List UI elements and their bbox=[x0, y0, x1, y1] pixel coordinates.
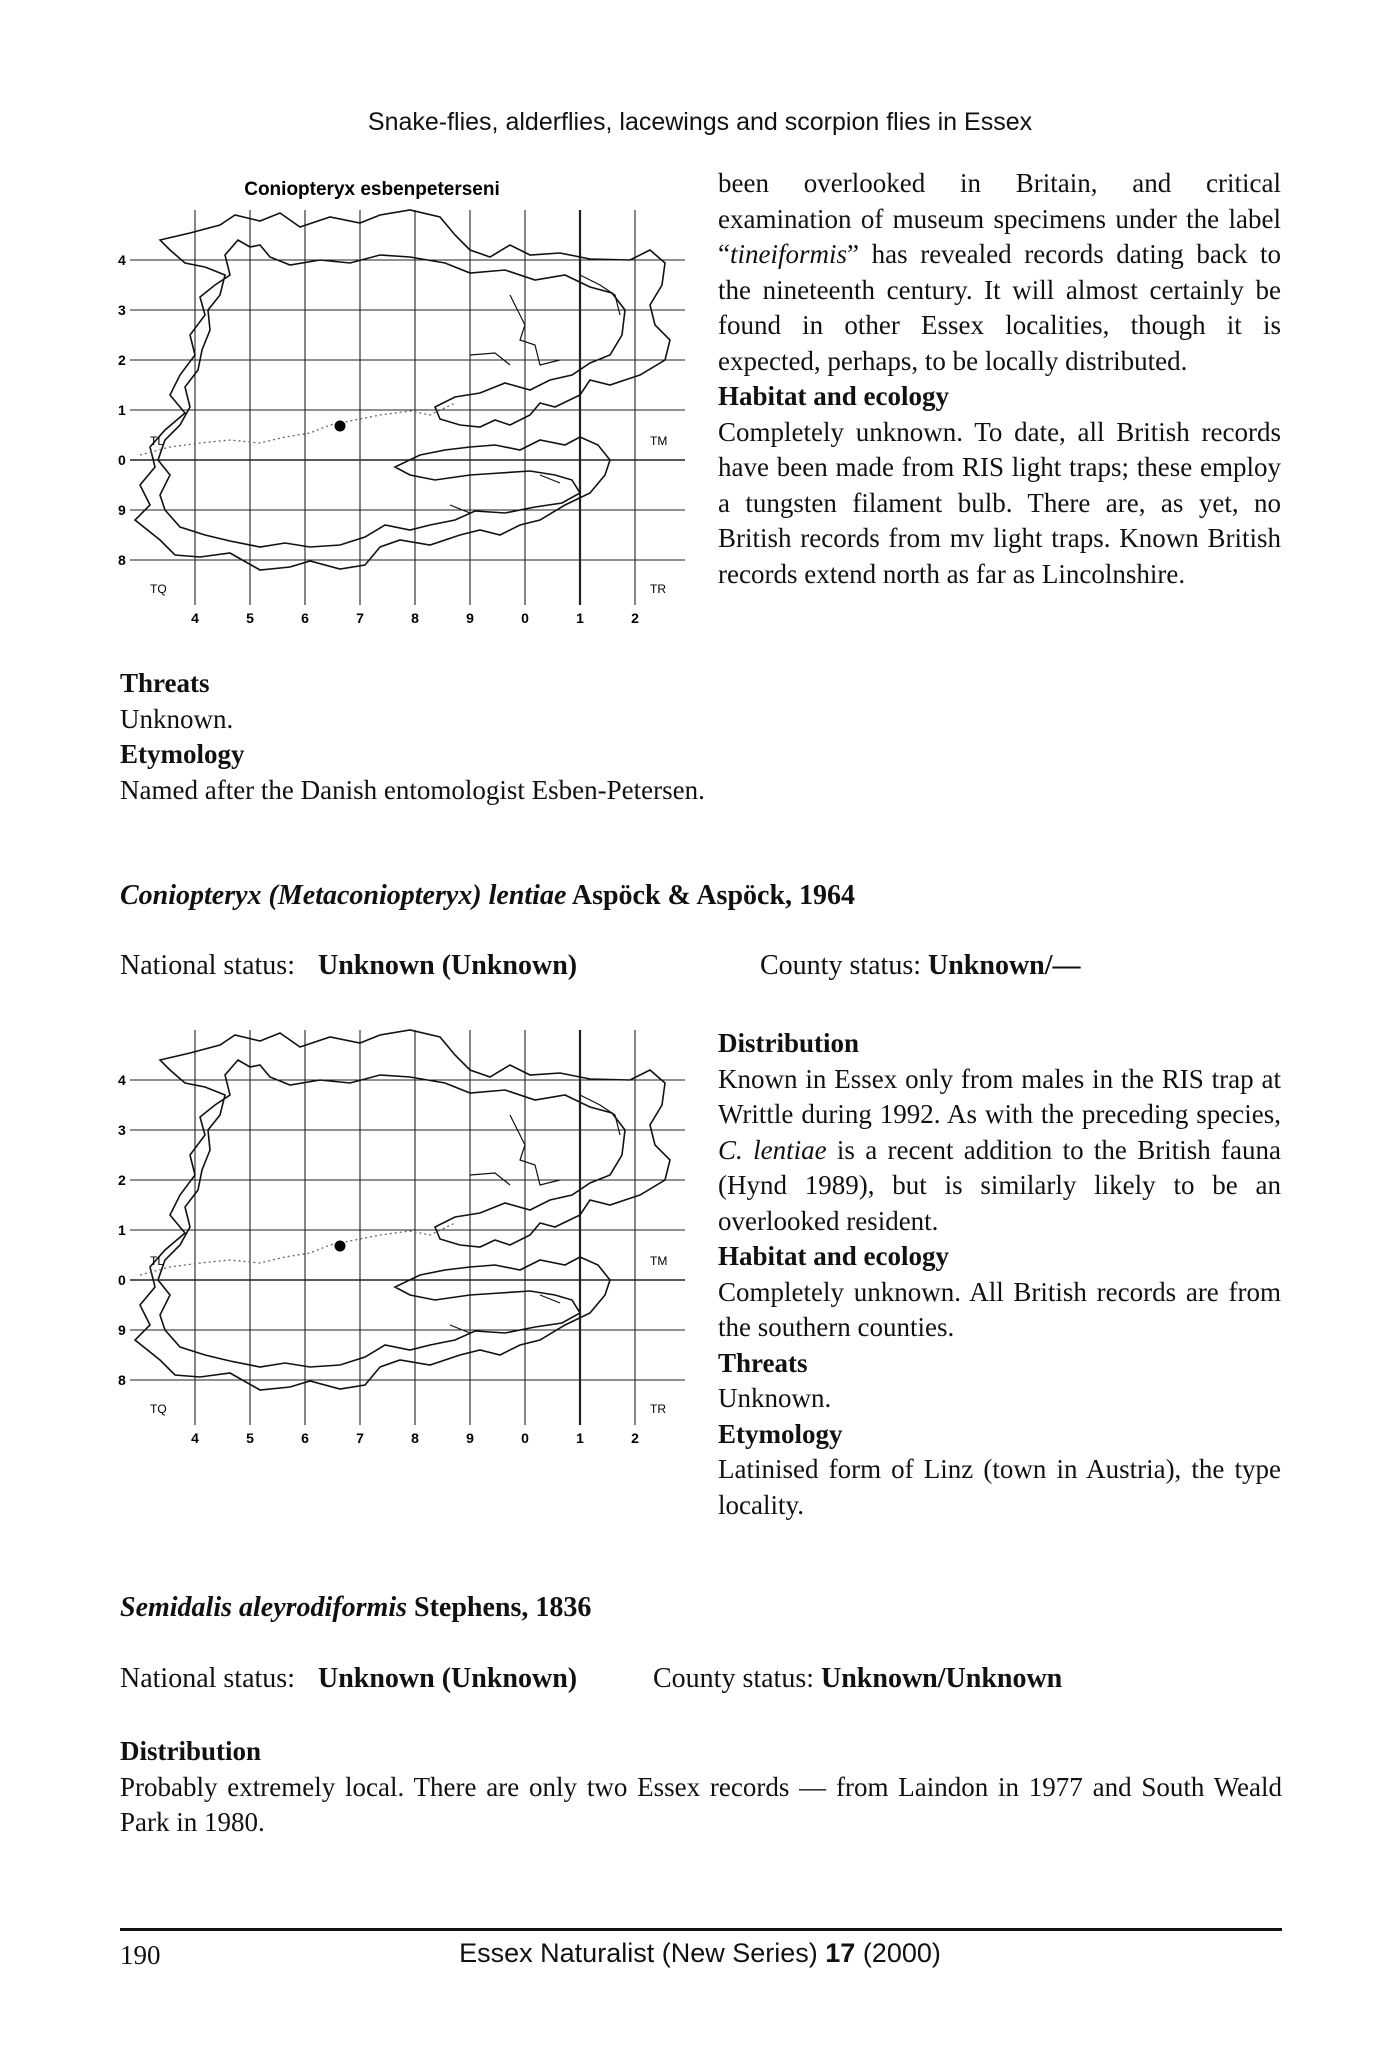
row-label: 8 bbox=[118, 1372, 126, 1388]
continuation-paragraph: been overlooked in Britain, and critical examination of museum specimens under the label “tineiformis” has revealed records dating back to the nineteenth century. It will almost certainly be found in other Essex localities, though it is expected, perhaps, to be locally distributed. bbox=[718, 168, 1281, 376]
map-title: Coniopteryx esbenpeterseni bbox=[244, 179, 500, 200]
square-label-tl: TL bbox=[150, 1254, 165, 1268]
map-grid bbox=[130, 210, 685, 605]
essex-coastline bbox=[135, 210, 670, 570]
threats-text: Unknown. bbox=[718, 1383, 832, 1413]
col-label: 5 bbox=[246, 610, 254, 626]
habitat-paragraph: Completely unknown. All British records are from the southern counties. bbox=[718, 1276, 1281, 1342]
etymology-text: Named after the Danish entomologist Esben-Petersen. bbox=[120, 774, 705, 805]
national-status-label: National status: bbox=[120, 1663, 295, 1694]
square-label-tm: TM bbox=[650, 434, 668, 448]
col-label: 8 bbox=[411, 1430, 419, 1446]
row-label: 9 bbox=[118, 502, 126, 518]
distribution-heading: Distribution bbox=[718, 1028, 860, 1058]
col-label: 7 bbox=[356, 1430, 364, 1446]
col-label: 8 bbox=[411, 610, 419, 626]
species-name: Semidalis aleyrodiformis bbox=[120, 1592, 407, 1623]
habitat-heading: Habitat and ecology bbox=[718, 381, 950, 411]
journal-volume: 17 bbox=[825, 1938, 856, 1968]
county-status-label: County status: bbox=[653, 1663, 815, 1694]
species-heading-3 bbox=[120, 1592, 591, 1624]
row-label: 0 bbox=[118, 1272, 126, 1288]
col-label: 6 bbox=[301, 1430, 309, 1446]
journal-year: (2000) bbox=[862, 1938, 941, 1968]
national-status-value: Unknown (Unknown) bbox=[317, 1663, 578, 1694]
county-status-2 bbox=[760, 950, 1081, 982]
distribution-map-1 bbox=[110, 175, 700, 645]
journal-citation bbox=[0, 1938, 1400, 1969]
running-header: Snake-flies, alderflies, lacewings and scorpion flies in Essex bbox=[367, 108, 1033, 136]
col-label: 1 bbox=[576, 610, 584, 626]
etymology-heading: Etymology bbox=[718, 1418, 843, 1449]
species-name: Coniopteryx (Metaconiopteryx) lentiae bbox=[120, 880, 567, 911]
county-status-3 bbox=[653, 1663, 1062, 1695]
square-label-tl: TL bbox=[150, 434, 165, 448]
threats-text: Unknown. bbox=[120, 703, 234, 734]
county-status-value: Unknown/— bbox=[928, 950, 1081, 981]
square-label-tr: TR bbox=[650, 1402, 666, 1416]
distribution-paragraph: Probably extremely local. There are only two Essex records — from Laindon in 1977 and South Weald Park in 1980. bbox=[120, 1771, 1282, 1837]
essex-coastline bbox=[135, 1030, 670, 1390]
row-label: 4 bbox=[118, 252, 126, 268]
row-label: 2 bbox=[118, 352, 126, 368]
etymology-text: Latinised form of Linz (town in Austria), the type locality. bbox=[718, 1454, 1281, 1520]
record-dot bbox=[335, 1241, 346, 1252]
etymology-heading: Etymology bbox=[120, 739, 245, 769]
row-label: 3 bbox=[118, 1122, 126, 1138]
square-label-tm: TM bbox=[650, 1254, 668, 1268]
col-label: 2 bbox=[631, 1430, 639, 1446]
col-label: 9 bbox=[466, 1430, 474, 1446]
species-author: Stephens, 1836 bbox=[414, 1592, 592, 1623]
row-label: 1 bbox=[118, 1222, 126, 1238]
row-label: 9 bbox=[118, 1322, 126, 1338]
distribution-map-2 bbox=[110, 1020, 700, 1490]
col-label: 4 bbox=[191, 610, 199, 626]
row-label: 3 bbox=[118, 302, 126, 318]
distribution-heading: Distribution bbox=[120, 1736, 262, 1766]
habitat-heading: Habitat and ecology bbox=[718, 1241, 950, 1271]
national-status-3 bbox=[120, 1663, 577, 1695]
species-heading-2 bbox=[120, 880, 855, 912]
habitat-paragraph: Completely unknown. To date, all British records have been made from RIS light traps; these employ a tungsten filament bulb. There are, as yet, no British records from mv light traps. Known British records extend north as far as Lincolnshire. bbox=[718, 416, 1281, 589]
record-dot bbox=[335, 421, 346, 432]
row-label: 1 bbox=[118, 402, 126, 418]
threats-heading: Threats bbox=[120, 668, 210, 698]
threats-heading: Threats bbox=[718, 1347, 808, 1378]
distribution-paragraph: Known in Essex only from males in the RIS trap at Writtle during 1992. As with the preceding species, C. lentiae is a recent addition to the British fauna (Hynd 1989), but is similarly likely to be an overlooked resident. bbox=[718, 1063, 1282, 1236]
col-label: 1 bbox=[576, 1430, 584, 1446]
national-status-value: Unknown (Unknown) bbox=[317, 950, 578, 981]
col-label: 7 bbox=[356, 610, 364, 626]
square-label-tq: TQ bbox=[150, 582, 167, 596]
row-label: 2 bbox=[118, 1172, 126, 1188]
col-label: 0 bbox=[521, 1430, 529, 1446]
col-label: 2 bbox=[631, 610, 639, 626]
section1-lower bbox=[120, 666, 1282, 808]
county-status-value: Unknown/Unknown bbox=[821, 1663, 1063, 1694]
col-label: 9 bbox=[466, 610, 474, 626]
col-label: 0 bbox=[521, 610, 529, 626]
species-author: Aspöck & Aspöck, 1964 bbox=[571, 880, 856, 911]
col-label: 4 bbox=[191, 1430, 199, 1446]
national-status-label: National status: bbox=[120, 950, 295, 981]
map-grid bbox=[130, 1030, 685, 1425]
footer-rule bbox=[120, 1928, 1282, 1931]
section1-right-column bbox=[718, 166, 1281, 592]
row-label: 8 bbox=[118, 552, 126, 568]
journal-name: Essex Naturalist (New Series) bbox=[459, 1938, 818, 1968]
col-label: 6 bbox=[301, 610, 309, 626]
county-status-label: County status: bbox=[760, 950, 922, 981]
square-label-tr: TR bbox=[650, 582, 666, 596]
row-label: 4 bbox=[118, 1072, 126, 1088]
section2-right-column bbox=[718, 1026, 1281, 1523]
national-status-2 bbox=[120, 950, 577, 982]
col-label: 5 bbox=[246, 1430, 254, 1446]
row-label: 0 bbox=[118, 452, 126, 468]
section3-body bbox=[120, 1734, 1282, 1841]
page-number: 190 bbox=[120, 1940, 161, 1970]
square-label-tq: TQ bbox=[150, 1402, 167, 1416]
